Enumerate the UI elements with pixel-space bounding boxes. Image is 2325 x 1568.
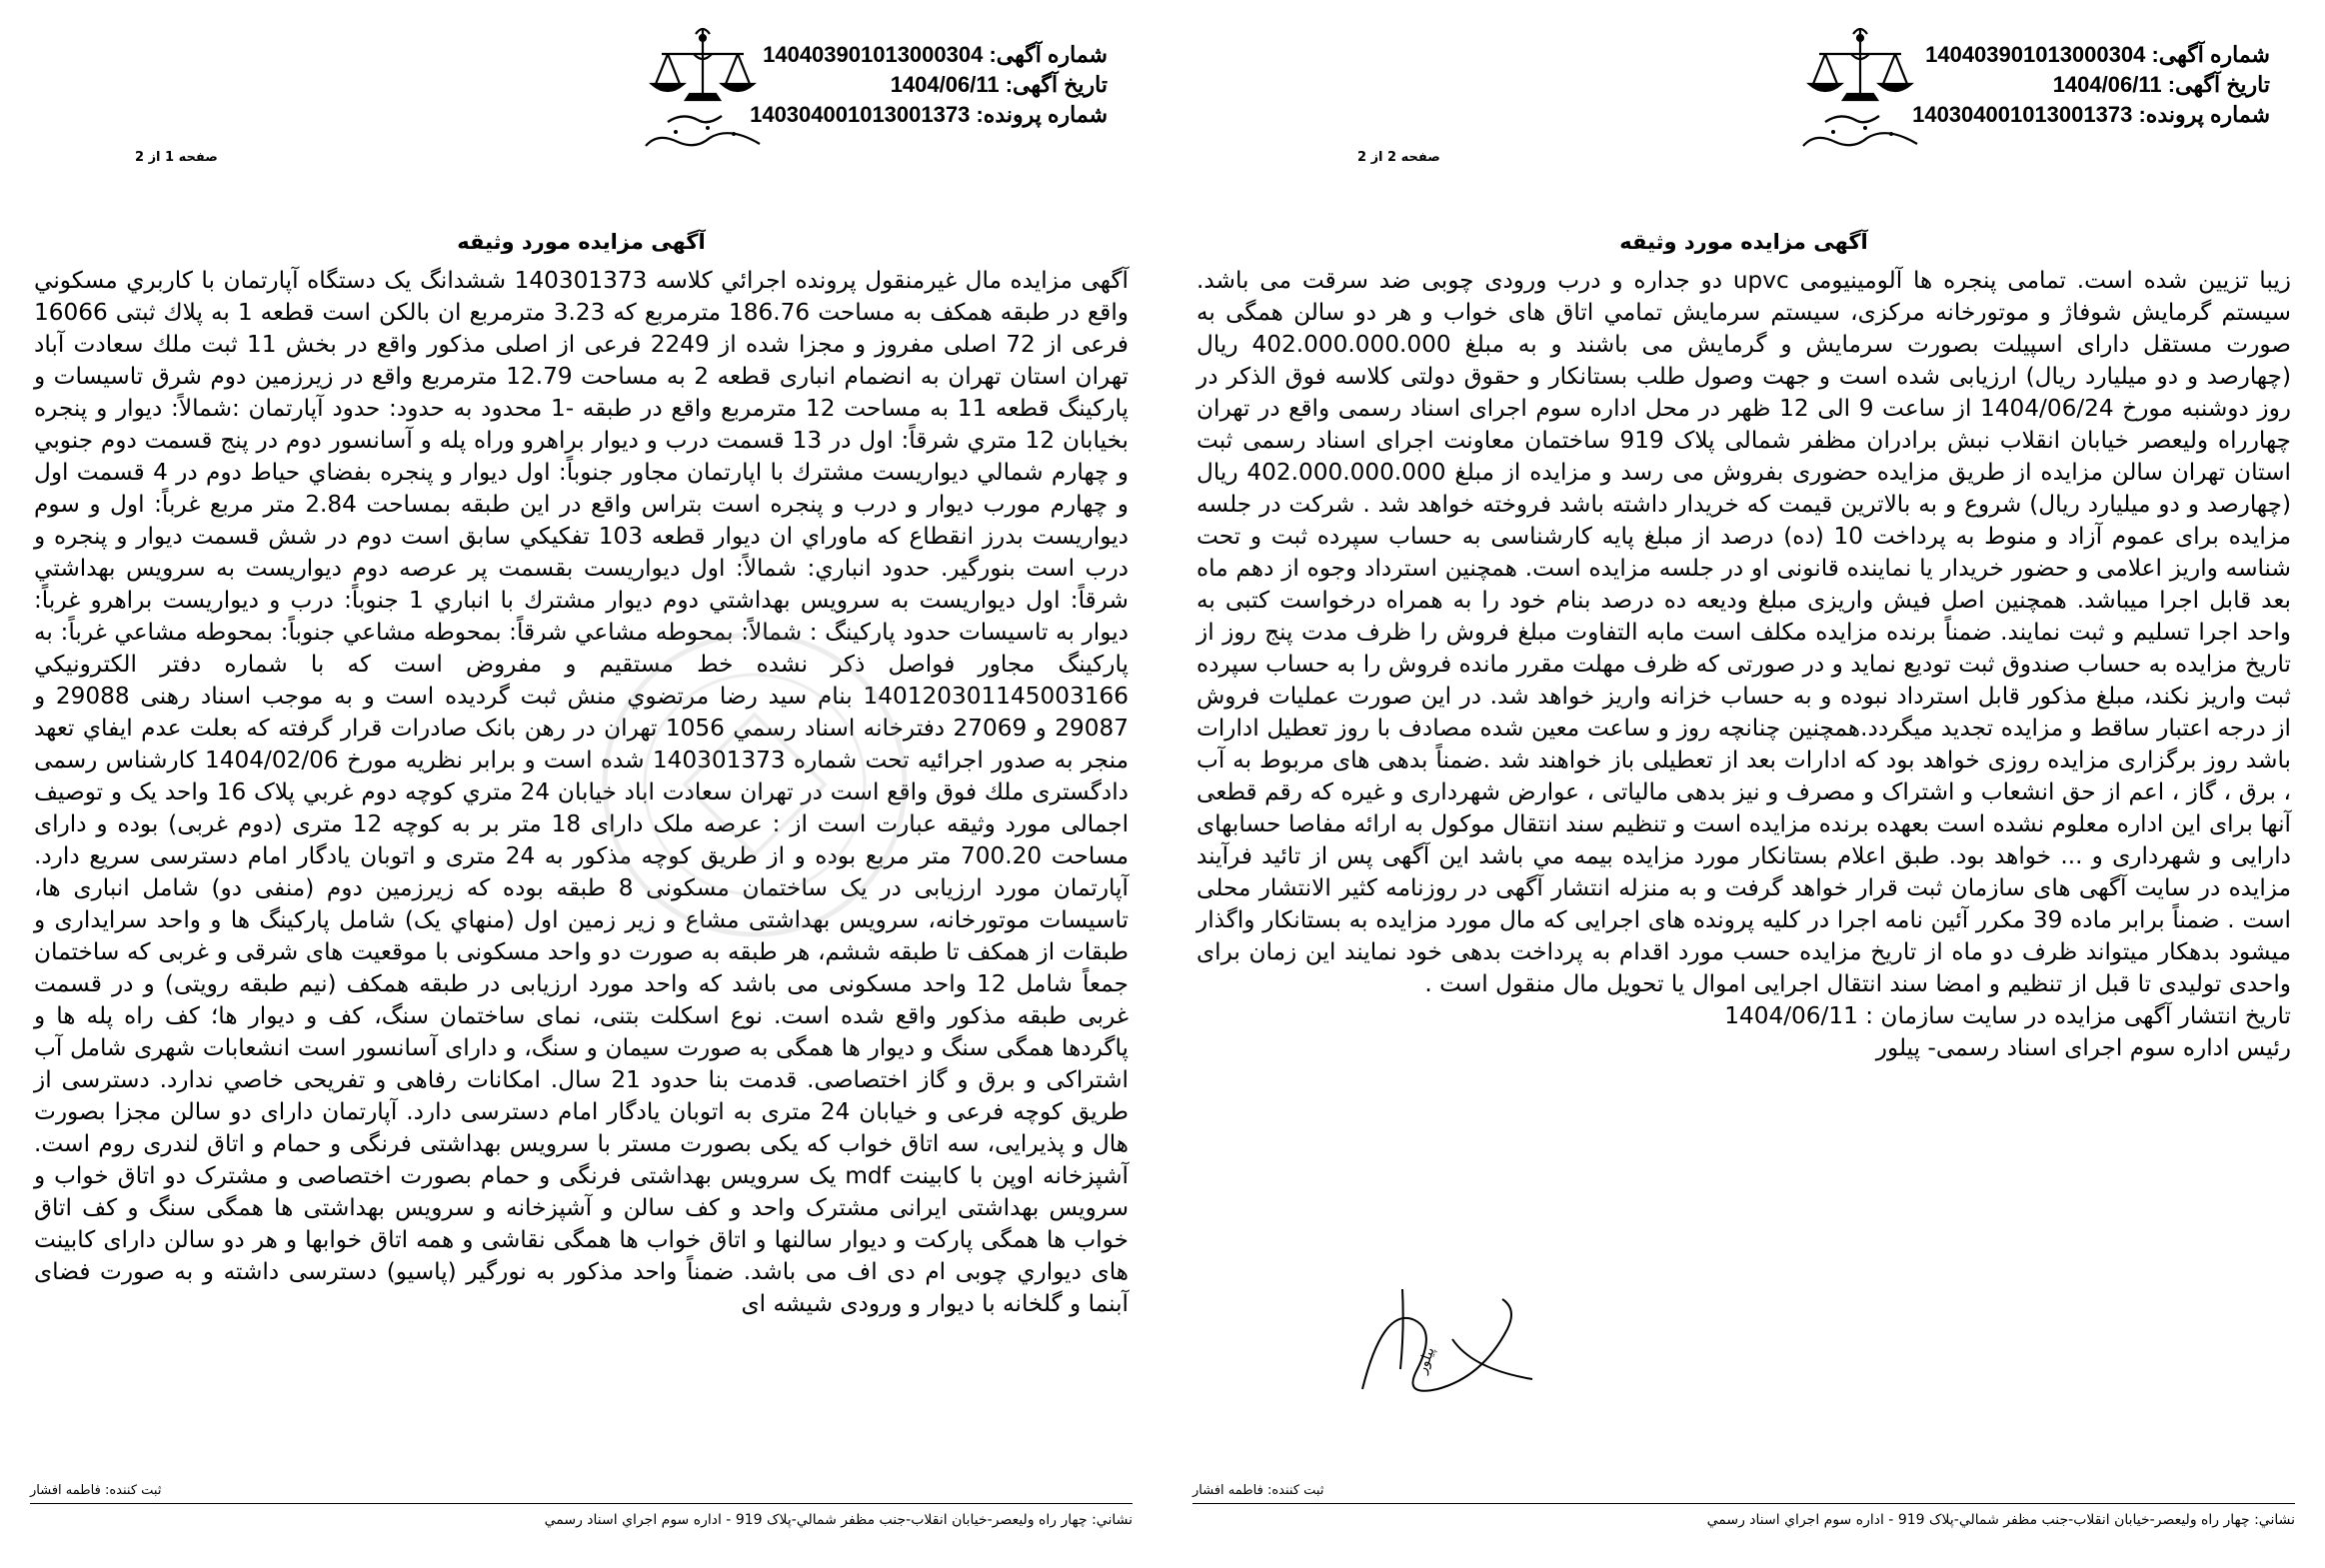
footer	[30, 1483, 1133, 1528]
signature-text: پيلور	[1413, 1344, 1438, 1376]
case-number-row	[1912, 100, 2270, 130]
ad-date-label: تاریخ آگهی:	[1005, 72, 1108, 97]
ad-number-label: شماره آگهی:	[2151, 42, 2270, 67]
address-text: چهار راه وليعصر-خيابان انقلاب-جنب مظفر شمالي-پلاک 919 - اداره سوم اجراي اسناد رسمي	[1706, 1512, 2250, 1528]
judiciary-emblem-icon	[638, 20, 768, 160]
judiciary-emblem-icon	[1795, 20, 1925, 160]
page-number: صفحه 1 از 2	[135, 150, 218, 165]
address-label: نشاني:	[2254, 1512, 2295, 1528]
registrar-label: ثبت كننده:	[104, 1483, 162, 1498]
case-number-label: شماره پرونده:	[976, 102, 1108, 127]
address-label: نشاني:	[1092, 1512, 1133, 1528]
ad-number-row	[1912, 40, 2270, 70]
case-number-row	[750, 100, 1108, 130]
registrar-name: فاطمه افشار	[1192, 1483, 1263, 1498]
footer-divider	[30, 1503, 1133, 1504]
address-text: چهار راه وليعصر-خيابان انقلاب-جنب مظفر شمالي-پلاک 919 - اداره سوم اجراي اسناد رسمي	[544, 1512, 1088, 1528]
ad-number: 140403901013000304	[1925, 42, 2146, 67]
address	[1192, 1512, 2295, 1528]
case-number: 140304001013001373	[1912, 102, 2133, 127]
publish-date-line: تاريخ انتشار آگهی مزايده در سايت سازمان : 1404/06/11	[1724, 1002, 2291, 1029]
ad-number: 140403901013000304	[763, 42, 984, 67]
page-2	[1162, 0, 2325, 1568]
notice-text: زيبا تزيين شده است. تمامی پنجره ها آلومينيومی upvc دو جداره و درب ورودی چوبی ضد سرقت می باشد. سيستم گرمايش شوفاژ و موتورخانه مرکزی، سيستم سرمايش تمامي اتاق های خواب و هر دو سالن همگی به صورت مستقل دارای اسپيلت بصورت سرمايش و گرمايش می باشند و به مبلغ 402.000.000.000 ريال (چهارصد و دو ميليارد ريال) ارزيابی شده است و جهت وصول طلب بستانکار و حقوق دولتی کلاسه فوق الذکر در روز دوشنبه مورخ 1404/06/24 از ساعت 9 الی 12 ظهر در محل اداره سوم اجرای اسناد رسمی واقع در تهران چهارراه وليعصر خيابان انقلاب نبش برادران مظفر شمالی پلاک 919 ساختمان معاونت اجرای اسناد رسمی ثبت استان تهران سالن مزايده از طريق مزايده حضوری بفروش می رسد و مزايده از مبلغ 402.000.000.000 ريال (چهارصد و دو ميليارد ريال) شروع و به بالاترين قيمت که خريدار داشته باشد فروخته خواهد شد . شرکت در جلسه مزايده برای عموم آزاد و منوط به پرداخت 10 (ده) درصد از مبلغ پايه کارشناسی به حساب سپرده ثبت و تحت شناسه واريز اعلامی و حضور خريدار يا نماينده قانونی او در جلسه مزايده است. همچنين استرداد وجوه از دهم ماه بعد قابل اجرا ميباشد. همچنين اصل فيش واريزی مبلغ وديعه ده درصد بنام خود را به همراه درخواست کتبی به واحد اجرا تسليم و ثبت نمايند. ضمناً برنده مزايده مکلف است مابه التفاوت مبلغ فروش را ظرف مدت پنج روز از تاريخ مزايده به حساب صندوق ثبت توديع نمايد و در صورتی که ظرف مهلت مقرر مانده فروش را به حساب سپرده ثبت واريز نکند، مبلغ مذکور قابل استرداد نبوده و به حساب خزانه واريز خواهد شد. در اين صورت عمليات فروش از درجه اعتبار ساقط و مزايده تجديد ميگردد.همچنين چنانچه روز و ساعت معين شده مصادف با روز تعطيل ادارات باشد روز برگزاری مزايده روزی خواهد بود که ادارات بعد از تعطيلی باز خواهند شد .ضمناً بدهی های مربوط به آب ، برق ، گاز ، اعم از حق انشعاب و اشتراک و مصرف و نيز بدهی مالياتی ، عوارض شهرداری و غيره که رقم قطعی آنها برای اين اداره معلوم نشده است بعهده برنده مزايده است و تنظيم سند انتقال موکول به ارائه مفاصا حسابهای دارايی و شهرداری و ... خواهد بود. طبق اعلام بستانکار مورد مزايده بيمه مي باشد اين آگهی پس از تائيد فرآيند مزايده در سايت آگهی های سازمان ثبت قرار خواهد گرفت و به منزله انتشار آگهی در روزنامه کثير الانتشار محلی است . ضمناً برابر ماده 39 مکرر آئين نامه اجرا در کليه پرونده های اجرايی که مال مورد مزايده به بستانکار واگذار ميشود بدهکار ميتواند ظرف دو ماه از تاريخ مزايده حسب مورد اقدام به پرداخت بدهی خود نمايند اين زمان برای واحدی توليدی تا قبل از تنظيم و امضا سند انتقال اجرايی اموال يا تحويل مال منقول است .	[1196, 267, 2292, 997]
ad-date-label: تاریخ آگهی:	[2167, 72, 2270, 97]
registrar	[1192, 1483, 1323, 1498]
signer-title: رئيس اداره سوم اجرای اسناد رسمی- پيلور	[1875, 1034, 2291, 1061]
ad-date: 1404/06/11	[2052, 72, 2162, 97]
notice-title: آگهی مزایده مورد وثیقه	[1619, 230, 1868, 254]
notice-body	[34, 265, 1129, 1320]
notice-title: آگهی مزایده مورد وثیقه	[457, 230, 706, 254]
handwritten-signature-icon	[1342, 1269, 1562, 1419]
notice-text: آگهی مزايده مال غيرمنقول پرونده اجرائي كلاسه 140301373 ششدانگ یک دستگاه آپارتمان با كاربري مسكوني واقع در طبقه همكف به مساحت 186.76 مترمربع كه 3.23 مترمربع ان بالكن است قطعه 1 به پلاك ثبتی 16066 فرعی از 72 اصلی مفروز و مجزا شده از 2249 فرعی از اصلی مذكور واقع در بخش 11 ثبت ملك سعادت آباد تهران استان تهران به انضمام انباری قطعه 2 به مساحت 12.79 مترمربع واقع در زيرزمين دوم شرق تاسيسات و پاركينگ قطعه 11 به مساحت 12 مترمربع واقع در طبقه -1 محدود به حدود: حدود آپارتمان :شمالاً: ديوار و پنجره بخيابان 12 متري شرقاً: اول در 13 قسمت درب و ديوار براهرو وراه پله و آسانسور دوم در پنج قسمت دوم جنوبي و چهارم شمالي ديواريست مشترك با اپارتمان مجاور جنوباً: اول ديوار و پنجره بفضاي حياط دوم در 4 قسمت اول و چهارم مورب ديوار و درب و پنجره است بتراس واقع در اين طبقه بمساحت 2.84 متر مربع غرباً: اول و سوم ديواريست بدرز انقطاع كه ماوراي ان ديوار قطعه 103 تفكيكي سابق است دوم در شش قسمت ديوار و پنجره و درب است بنورگير. حدود انباري: شمالاً: اول ديواريست بقسمت پر عرصه دوم ديواريست به سرويس بهداشتي شرقاً: اول ديواريست به سرويس بهداشتي دوم ديوار مشترك با انباري 1 جنوباً: درب و ديواريست براهرو غرباً: ديوار به تاسيسات حدود پاركينگ : شمالاً: بمحوطه مشاعي شرقاً: بمحوطه مشاعي جنوباً: بمحوطه مشاعي غرباً: به پاركينگ مجاور فواصل ذكر نشده خط مستقيم و مفروض است كه با شماره دفتر الكترونيكي 140120301145003166 بنام سيد رضا مرتضوي منش ثبت گرديده است و به موجب اسناد رهنی 29088 و 29087 و 27069 دفترخانه اسناد رسمي 1056 تهران در رهن بانک صادرات قرار گرفته كه بعلت عدم ايفاي تعهد منجر به صدور اجرائيه تحت شماره 140301373 شده است و برابر نظريه مورخ 1404/02/06 كارشناس رسمی دادگستری ملك فوق واقع است در تهران سعادت اباد خيابان 24 متري کوچه دوم غربي پلاک 16 واحد یک و توصيف اجمالی مورد وثيقه عبارت است از : عرصه ملک دارای 18 متر بر به کوچه 12 متری (دوم غربی) بوده و دارای مساحت 700.20 متر مربع بوده و از طريق كوچه مذكور به 24 متری و اتوبان يادگار امام دسترسی سريع دارد. آپارتمان مورد ارزيابی در يک ساختمان مسکونی 8 طبقه بوده که زيرزمين دوم (منفی دو) شامل انباری ها، تاسيسات موتورخانه، سرويس بهداشتی مشاع و زير زمين اول (منهاي يک) شامل پارکينگ ها و واحد سرايداری و طبقات از همکف تا طبقه ششم، هر طبقه به صورت دو واحد مسکونی با موقعيت های شرقی و غربی که ساختمان جمعاً شامل 12 واحد مسکونی می باشد که واحد مورد ارزيابی در طبقه همکف (نيم طبقه رويتی) و در قسمت غربی طبقه مذکور واقع شده است. نوع اسکلت بتنی، نمای ساختمان سنگ، کف و ديوار ها؛ کف راه پله ها و پاگردها همگی سنگ و ديوار ها همگی به صورت سيمان و سنگ، و دارای آسانسور است انشعابات شهری شامل آب اشتراکی و برق و گاز اختصاصی. قدمت بنا حدود 21 سال. امکانات رفاهی و تفريحی خاصي ندارد. دسترسی از طريق کوچه فرعی و خيابان 24 متری به اتوبان يادگار امام دسترسی دارد. آپارتمان دارای دو سالن مجزا بصورت هال و پذيرايی، سه اتاق خواب که يکی بصورت مستر با سرويس بهداشتی فرنگی و حمام و اتاق لندری روم است. آشپزخانه اوپن با کابينت mdf يک سرويس بهداشتی فرنگی و حمام بصورت اختصاصی و مشترک دو اتاق خواب و سرويس بهداشتی ايرانی مشترک واحد و کف سالن و آشپزخانه و سرويس بهداشتی ها همگی سنگ و کف اتاق خواب ها همگی پارکت و ديوار سالنها و اتاق خواب ها همگی نقاشی و همه اتاق خوابها و هر دو سالن دارای کابينت های ديواري چوبی ام دی اف می باشد. ضمناً واحد مذکور به نورگير (پاسيو) دسترسی داشته و به صورت فضای آبنما و گلخانه با ديوار و ورودی شيشه ای	[34, 267, 1130, 1317]
case-number-label: شماره پرونده:	[2138, 102, 2270, 127]
page-number: صفحه 2 از 2	[1357, 150, 1440, 165]
footer-divider	[1192, 1503, 2295, 1504]
case-number: 140304001013001373	[750, 102, 971, 127]
registrar	[30, 1483, 161, 1498]
notice-body	[1196, 265, 2291, 1064]
registrar-name: فاطمه افشار	[30, 1483, 101, 1498]
ad-meta	[1912, 40, 2270, 130]
ad-number-row	[750, 40, 1108, 70]
address	[30, 1512, 1133, 1528]
registrar-label: ثبت كننده:	[1266, 1483, 1324, 1498]
page-1	[0, 0, 1162, 1568]
ad-date-row	[1912, 70, 2270, 100]
footer	[1192, 1483, 2295, 1528]
ad-date: 1404/06/11	[890, 72, 1000, 97]
watermark-seal-icon	[590, 620, 920, 949]
ad-number-label: شماره آگهی:	[989, 42, 1108, 67]
ad-date-row	[750, 70, 1108, 100]
ad-meta	[750, 40, 1108, 130]
